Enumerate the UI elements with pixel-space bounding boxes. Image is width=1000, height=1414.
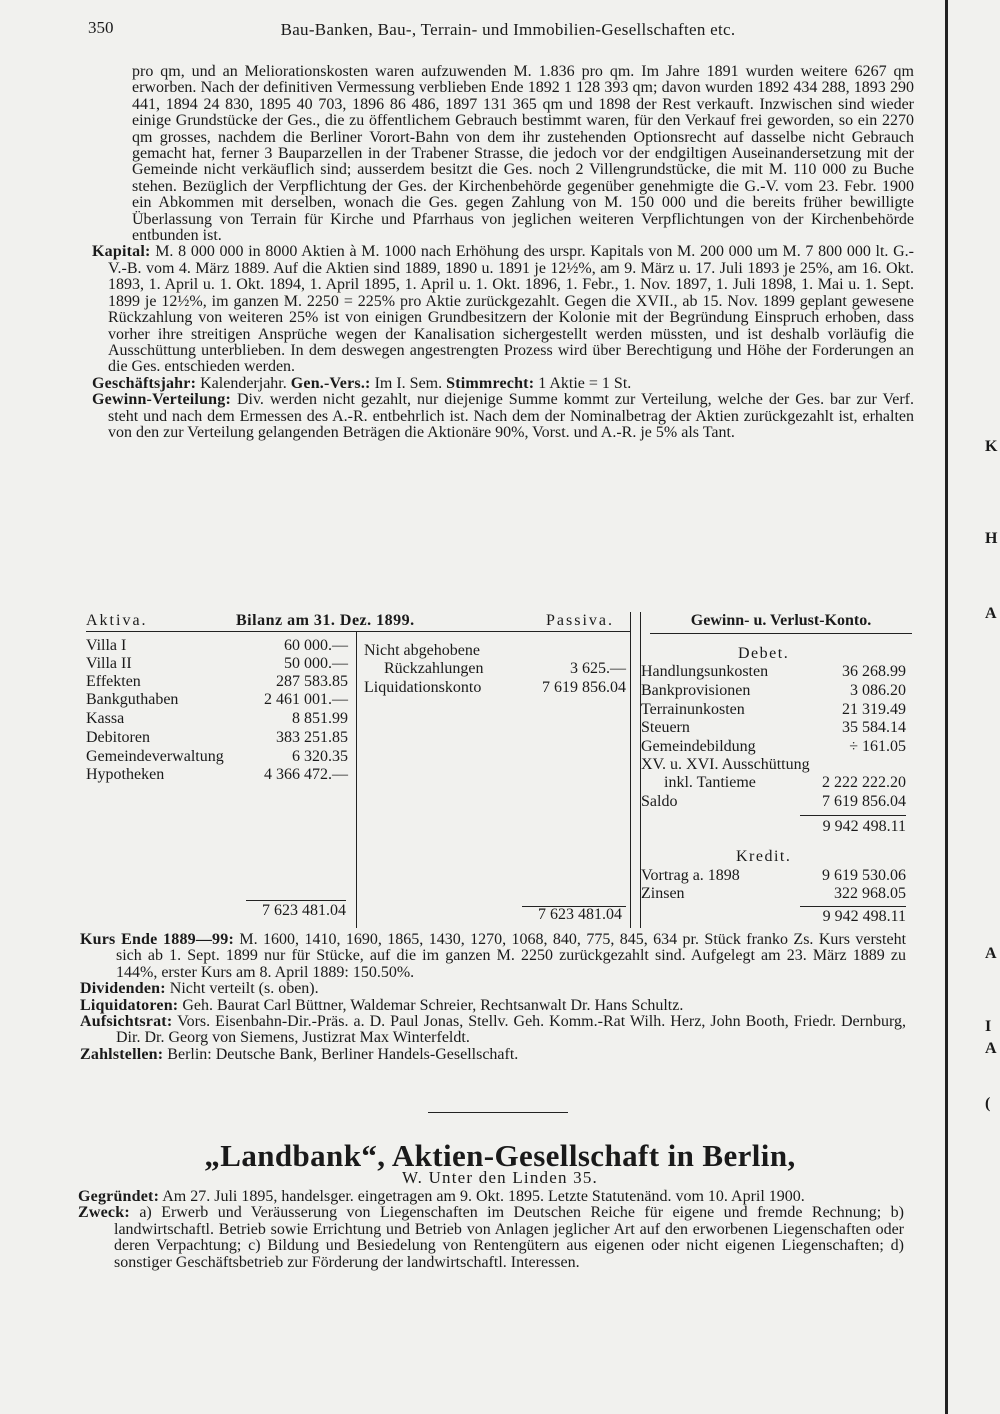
edge-letter: A xyxy=(985,945,997,962)
debet-item: Handlungsunkosten xyxy=(641,663,769,680)
passiva-total: 7 623 481.04 xyxy=(538,906,622,923)
guv-top-rule xyxy=(650,633,912,634)
passiva-label: Passiva. xyxy=(546,612,614,629)
aktiva-item: Kassa xyxy=(86,710,125,727)
geschaeftsjahr-label: Geschäftsjahr: xyxy=(92,374,197,392)
aufsichtsrat-text: Vors. Eisenbahn-Dir.-Präs. a. D. Paul Jonas, Stellv. Geh. Komm.-Rat Wilh. Herz, John Booth, Friedr. Dernburg, Dir. Dr. Georg von Siemens, Justizrat Max Winterfeldt. xyxy=(116,1013,907,1047)
zweck-text: a) Erwerb und Veräusserung von Liegenschaften im Deutschen Reiche für eigene und fremde Rechnung; b) landwirtschaftl. Betrieb sowie Errichtung und Betrieb von Anlagen jeglicher Art auf den erworbenen Liegenschaften oder deren Verpachtung; c) Bildung und Besiedelung von Rentengütern aus eigenen oder nicht eigenen Liegenschaften; d) sonstiger Geschäftsbetrieb zur Förderung der landwirtschaftl. Interessen. xyxy=(114,1204,904,1271)
passiva-item: Liquidationskonto xyxy=(364,679,482,696)
dividenden-label: Dividenden: xyxy=(80,980,166,998)
debet-amount: ÷ 161.05 xyxy=(849,738,906,755)
debet-amount: 36 268.99 xyxy=(842,663,906,680)
guv-title: Gewinn- u. Verlust-Konto. xyxy=(690,612,872,629)
kapital-label: Kapital: xyxy=(92,243,151,261)
gegruendet-section xyxy=(78,1189,904,1205)
gegruendet-label: Gegründet: xyxy=(78,1188,160,1205)
landbank-text-block xyxy=(78,1189,904,1271)
debet-label: Debet. xyxy=(738,645,790,662)
kapital-text: M. 8 000 000 in 8000 Aktien à M. 1000 nach Erhöhung des urspr. Kapitals von M. 200 000 um M. 7 800 000 lt. G.-V.-B. vom 4. März 1889. Auf die Aktien sind 1889, 1890 u. 1891 je 12½%, am 9. März u. 17. Juli 1893 je 25%, am 16. Okt. 1893, 1. April u. 1. Okt. 1894, 1. April 1895, 1. April u. 1. Okt. 1896, 1. Febr., 1. Nov. 1897, 1. Juli 1898, 1. Mai u. 1. Sept. 1899 je 12½%, im ganzen M. 2250 = 225% pro Aktie zurückgezahlt. Gegen die XVII., ab 15. Nov. 1899 geplant gewesene Rückzahlung von weiteren 25% ist von einigen Grundbesitzern der Kolonie mit der Begründung Einspruch erhoben, dass vorher ihre streitigen Ansprüche wegen der Kanalisation sichergestellt werden müssten, und ist deshalb vorläufig die Ausschüttung unterblieben. In dem deswegen angestrengten Prozess wird über Berechtigung und Höhe der Forderungen an die Ges. entschieden werden. xyxy=(108,243,914,376)
aktiva-amount: 50 000.— xyxy=(284,655,348,672)
bilanz-top-rule xyxy=(86,631,630,632)
landbank-title: „Landbank“, Aktien-Gesellschaft in Berlin, xyxy=(204,1138,796,1173)
stimmrecht-label: Stimmrecht: xyxy=(446,374,535,392)
kurs-label: Kurs Ende 1889—99: xyxy=(80,931,234,948)
edge-letter: A xyxy=(985,1040,997,1057)
passiva-item: Nicht abgehobene xyxy=(364,642,480,659)
zahlstellen-section xyxy=(80,1047,906,1063)
passiva-item: Rückzahlungen xyxy=(384,660,484,677)
liquidatoren-label: Liquidatoren: xyxy=(80,996,179,1014)
aktiva-item: Bankguthaben xyxy=(86,691,179,708)
debet-amount: 21 319.49 xyxy=(842,701,906,718)
bilanz-right-rule xyxy=(630,612,631,928)
zweck-section xyxy=(78,1205,904,1271)
dividenden-text: Nicht verteilt (s. oben). xyxy=(169,980,319,998)
gewinn-verteilung-section xyxy=(92,392,914,441)
debet-item: inkl. Tantieme xyxy=(664,774,756,791)
aktiva-amount: 8 851.99 xyxy=(292,710,348,727)
aufsichtsrat-section xyxy=(80,1014,906,1047)
running-title: Bau-Banken, Bau-, Terrain- und Immobilien-Gesellschaften etc. xyxy=(280,20,736,39)
aktiva-amount: 6 320.35 xyxy=(292,748,348,765)
aktiva-item: Hypotheken xyxy=(86,766,165,783)
geschaeftsjahr-text: Kalenderjahr. xyxy=(200,374,287,392)
aktiva-item: Effekten xyxy=(86,673,141,690)
gewinn-verteilung-text: Div. werden nicht gezahlt, nur diejenige Summe kommt zur Verteilung, welche der Ges. bar zur Verf. steht und nach dem Ermessen des A.-R. entbehrlich ist. Nach dem der Nominalbetrag der Aktien zurückgezahlt ist, erhalten von den zur Verteilung gelangenden Beträgen die Aktionäre 90%, Vorst. und A.-R. je 5% als Tant. xyxy=(108,391,915,441)
section-separator xyxy=(428,1112,568,1113)
passiva-amount: 3 625.— xyxy=(570,660,626,677)
liquidatoren-section xyxy=(80,998,906,1014)
aktiva-item: Gemeindeverwaltung xyxy=(86,748,224,765)
zweck-label: Zweck: xyxy=(78,1204,130,1222)
intro-paragraph: pro qm, und an Meliorationskosten waren aufzuwenden M. 1.836 pro qm. Im Jahre 1891 wurden weitere 6267 qm erworben. Nach der definitiven Vermessung verblieben Ende 1892 1 128 393 qm; davon wurden 1892 434 288, 1893 290 441, 1894 24 830, 1895 40 703, 1896 86 486, 1897 131 365 qm und 1898 der Rest verkauft. Inzwischen sind wieder einige Grundstücke der Ges., die zu öffentlichem Gebrauch bestimmt waren, für den Verkauf frei geworden, so ein 2270 qm grosses, nachdem die Berliner Vorort-Bahn von dem ihr zustehenden Optionsrecht auf dasselbe nicht Gebrauch gemacht hat, ferner 3 Bauparzellen in der Trabener Strasse, die jedoch vor der endgiltigen Auseinandersetzung mit der Gemeinde nicht verkäuflich sind; ausserdem besitzt die Ges. noch 2 Villengrundstücke, die mit M. 110 000 zu Buche stehen. Bezüglich der Verpflichtung der Ges. der Kirchenbehörde gegenüber genehmigte die G.-V. vom 23. Febr. 1900 ein Abkommen mit derselben, wonach die Ges. gegen Zahlung von M. 150 000 und die bereits früher bewilligte Überlassung von Terrain für Kirche und Pfarrhaus von jeglichen weiteren Verpflichtungen von der Kirchenbehörde entbunden ist. xyxy=(132,63,914,245)
aufsichtsrat-label: Aufsichtsrat: xyxy=(80,1013,173,1031)
kredit-sum-rule xyxy=(800,906,906,907)
kapital-section xyxy=(92,244,914,375)
aktiva-item: Villa II xyxy=(86,655,132,672)
aktiva-amount: 287 583.85 xyxy=(276,673,348,690)
geschaeftsjahr-section xyxy=(92,376,914,392)
aktiva-amount: 60 000.— xyxy=(284,637,348,654)
kredit-amount: 9 619 530.06 xyxy=(822,867,906,884)
debet-item: Steuern xyxy=(641,719,690,736)
debet-amount: 35 584.14 xyxy=(842,719,906,736)
debet-item: Bankprovisionen xyxy=(641,682,751,699)
debet-amount: 7 619 856.04 xyxy=(822,793,906,810)
gen-vers-text: Im I. Sem. xyxy=(374,374,443,392)
edge-letter: I xyxy=(985,1018,992,1035)
zahlstellen-text: Berlin: Deutsche Bank, Berliner Handels-Gesellschaft. xyxy=(167,1045,519,1063)
landbank-address: W. Unter den Linden 35. xyxy=(402,1168,598,1187)
aktiva-label: Aktiva. xyxy=(86,612,148,629)
debet-item: Saldo xyxy=(641,793,678,810)
column-rule xyxy=(945,0,948,1414)
aktiva-item: Debitoren xyxy=(86,729,150,746)
kredit-item: Vortrag a. 1898 xyxy=(641,867,740,884)
edge-letter: H xyxy=(985,530,998,547)
passiva-amount: 7 619 856.04 xyxy=(542,679,626,696)
edge-letter: ( xyxy=(985,1095,991,1112)
kurs-text: M. 1600, 1410, 1690, 1865, 1430, 1270, 1068, 840, 775, 845, 634 pr. Stück franko Zs. Kurs versteht sich ab 1. Sept. 1899 nur für Stücke, auf die im ganzen M. 2250 zurückgezahlt sind. Aufgelegt am 23. März 1889 zu 144%, erster Kurs am 8. April 1889: 150.50%. xyxy=(116,931,907,981)
edge-letter: A xyxy=(985,605,997,622)
debet-item: XV. u. XVI. Ausschüttung xyxy=(641,756,810,773)
bilanz-title: Bilanz am 31. Dez. 1899. xyxy=(236,612,415,629)
debet-amount: 3 086.20 xyxy=(850,682,906,699)
aktiva-total: 7 623 481.04 xyxy=(262,902,346,919)
stimmrecht-text: 1 Aktie = 1 St. xyxy=(538,374,632,392)
kredit-item: Zinsen xyxy=(641,885,685,902)
kredit-label: Kredit. xyxy=(736,848,792,865)
bilanz-center-rule xyxy=(356,631,357,928)
aktiva-item: Villa I xyxy=(86,637,127,654)
gewinn-verteilung-label: Gewinn-Verteilung: xyxy=(92,391,232,409)
debet-total: 9 942 498.11 xyxy=(822,818,906,835)
dividenden-section xyxy=(80,981,906,997)
liquidatoren-text: Geh. Baurat Carl Büttner, Waldemar Schreier, Rechtsanwalt Dr. Hans Schultz. xyxy=(182,996,684,1014)
debet-sum-rule xyxy=(800,815,906,816)
kredit-total: 9 942 498.11 xyxy=(822,908,906,925)
page-number: 350 xyxy=(88,18,114,37)
debet-item: Terrainunkosten xyxy=(641,701,745,718)
aktiva-amount: 2 461 001.— xyxy=(264,691,348,708)
aktiva-sum-rule xyxy=(246,900,346,901)
gen-vers-label: Gen.-Vers.: xyxy=(290,374,371,392)
company-text-block xyxy=(92,64,914,441)
kredit-amount: 322 968.05 xyxy=(834,885,906,902)
gegruendet-text: Am 27. Juli 1895, handelsger. eingetragen am 9. Okt. 1895. Letzte Statutenänd. vom 10. April 1900. xyxy=(162,1188,805,1205)
aktiva-amount: 4 366 472.— xyxy=(264,766,348,783)
zahlstellen-label: Zahlstellen: xyxy=(80,1045,164,1063)
kurs-section xyxy=(80,932,906,981)
edge-letter: K xyxy=(985,438,998,455)
company-details-block xyxy=(80,932,906,1063)
debet-amount: 2 222 222.20 xyxy=(822,774,906,791)
debet-item: Gemeindebildung xyxy=(641,738,756,755)
aktiva-amount: 383 251.85 xyxy=(276,729,348,746)
